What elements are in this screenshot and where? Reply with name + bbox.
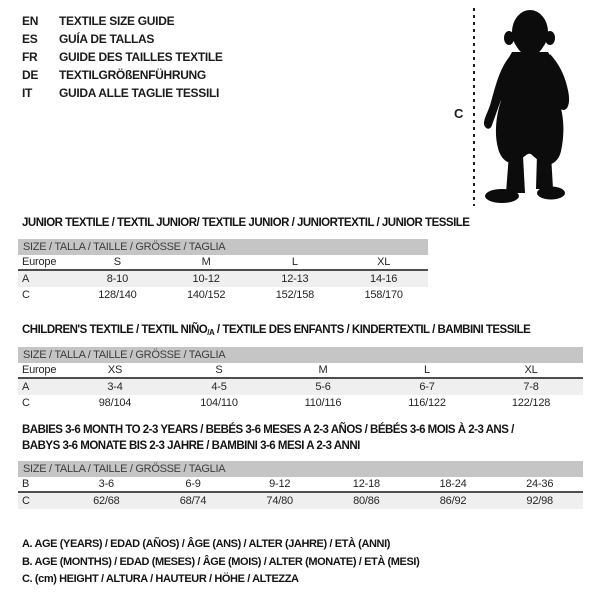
height-measure-dashed-line <box>473 8 475 206</box>
guide-title-it: GUIDA ALLE TAGLIE TESSILI <box>59 86 220 100</box>
language-code: DE <box>22 68 39 82</box>
age-cell: 4-5 <box>211 381 227 393</box>
size-cell: L <box>424 364 430 376</box>
language-legend <box>22 12 223 102</box>
row-label: Europe <box>22 364 57 376</box>
months-cell: 24-36 <box>526 478 554 490</box>
babies-title-line1: BABIES 3-6 MONTH TO 2-3 YEARS / BEBÉS 3-6 MESES A 2-3 AÑOS / BÉBÉS 3-6 MOIS À 2-3 ANS / <box>22 424 514 436</box>
age-cell: 8-10 <box>106 273 128 285</box>
language-code: EN <box>22 14 39 28</box>
height-cell: 128/140 <box>98 289 137 301</box>
age-cell: 7-8 <box>523 381 539 393</box>
row-label: C <box>22 495 30 507</box>
age-cell: 12-13 <box>281 273 309 285</box>
note-a: A. AGE (YEARS) / EDAD (AÑOS) / ÂGE (ANS) / ALTER (JAHRE) / ETÀ (ANNI) <box>22 538 390 550</box>
age-cell: 5-6 <box>315 381 331 393</box>
legend-row-de <box>22 66 223 84</box>
footnotes <box>22 538 419 591</box>
height-cell: 80/86 <box>353 495 380 507</box>
age-cell: 3-4 <box>107 381 123 393</box>
legend-row-it <box>22 84 223 102</box>
size-header-row: SIZE / TALLA / TAILLE / GRÖSSE / TAGLIA <box>18 239 428 255</box>
size-header-row: SIZE / TALLA / TAILLE / GRÖSSE / TAGLIA <box>18 461 583 477</box>
note-b: B. AGE (MONTHS) / EDAD (MESES) / ÂGE (MOIS) / ALTER (MONATE) / ETÀ (MESI) <box>22 555 420 568</box>
height-measure-label: C <box>454 106 464 121</box>
guide-title-es: GUÍA DE TALLAS <box>59 32 155 46</box>
age-cell: 10-12 <box>192 273 220 285</box>
children-size-table <box>18 347 583 411</box>
language-code: IT <box>22 86 33 100</box>
height-cell: 92/98 <box>526 495 553 507</box>
table-row-months <box>18 477 583 493</box>
note-c: C. (cm) HEIGHT / ALTURA / HAUTEUR / HÖHE / ALTEZZA <box>22 573 299 585</box>
size-cell: S <box>113 256 121 268</box>
table-row-age <box>18 379 583 395</box>
size-cell: XL <box>524 364 538 376</box>
guide-title-de: TEXTILGRÖßENFÜHRUNG <box>59 68 206 82</box>
row-label: B <box>22 478 30 490</box>
guide-title-fr: GUIDE DES TAILLES TEXTILE <box>59 50 223 64</box>
height-cell: 122/128 <box>511 397 551 409</box>
months-cell: 12-18 <box>352 478 380 490</box>
language-code: ES <box>22 32 38 46</box>
row-label: A <box>22 273 30 285</box>
row-label: C <box>22 289 30 301</box>
size-cell: XS <box>107 364 123 376</box>
height-cell: 74/80 <box>266 495 293 507</box>
children-section-title <box>22 324 530 337</box>
size-cell: M <box>318 364 328 376</box>
children-title-sub: /A <box>207 328 215 337</box>
table-row-height <box>18 287 428 303</box>
legend-row-en <box>22 12 223 30</box>
table-row-europe <box>18 363 583 379</box>
legend-row-es <box>22 30 223 48</box>
babies-section-title <box>22 423 514 454</box>
toddler-silhouette-icon <box>482 6 598 208</box>
height-cell: 140/152 <box>186 289 226 301</box>
height-cell: 62/68 <box>93 495 120 507</box>
row-label: Europe <box>22 256 57 268</box>
height-cell: 98/104 <box>98 397 132 409</box>
months-cell: 18-24 <box>439 478 467 490</box>
height-cell: 110/116 <box>304 397 342 409</box>
children-title-post: / TEXTILE DES ENFANTS / KINDERTEXTIL / BAMBINI TESSILE <box>214 324 531 336</box>
age-cell: 14-16 <box>370 273 398 285</box>
junior-size-table <box>18 239 428 303</box>
table-row-height <box>18 395 583 411</box>
table-row-europe <box>18 255 428 271</box>
guide-title-en: TEXTILE SIZE GUIDE <box>59 14 175 28</box>
table-row-age <box>18 271 428 287</box>
junior-section-title: JUNIOR TEXTILE / TEXTIL JUNIOR/ TEXTILE JUNIOR / JUNIORTEXTIL / JUNIOR TESSILE <box>22 217 470 229</box>
height-cell: 152/158 <box>275 289 315 301</box>
babies-title-line2: BABYS 3-6 MONATE BIS 2-3 JAHRE / BAMBINI 3-6 MESI A 2-3 ANNI <box>22 439 360 452</box>
babies-size-table <box>18 461 583 509</box>
size-header-row: SIZE / TALLA / TAILLE / GRÖSSE / TAGLIA <box>18 347 583 363</box>
legend-row-fr <box>22 48 223 66</box>
months-cell: 9-12 <box>269 478 291 490</box>
size-cell: S <box>215 364 223 376</box>
language-code: FR <box>22 50 38 64</box>
size-cell: M <box>201 256 211 268</box>
row-label: A <box>22 381 30 393</box>
height-cell: 116/122 <box>408 397 446 409</box>
height-cell: 158/170 <box>364 289 403 301</box>
height-cell: 68/74 <box>179 495 207 507</box>
table-row-height <box>18 493 583 509</box>
months-cell: 6-9 <box>185 478 201 490</box>
size-cell: L <box>291 256 298 268</box>
children-title-pre: CHILDREN'S TEXTILE / TEXTIL NIÑO <box>22 324 208 336</box>
row-label: C <box>22 397 30 409</box>
size-cell: XL <box>377 256 391 268</box>
height-cell: 104/110 <box>200 397 238 409</box>
height-cell: 86/92 <box>439 495 467 507</box>
age-cell: 6-7 <box>419 381 435 393</box>
months-cell: 3-6 <box>98 478 114 490</box>
